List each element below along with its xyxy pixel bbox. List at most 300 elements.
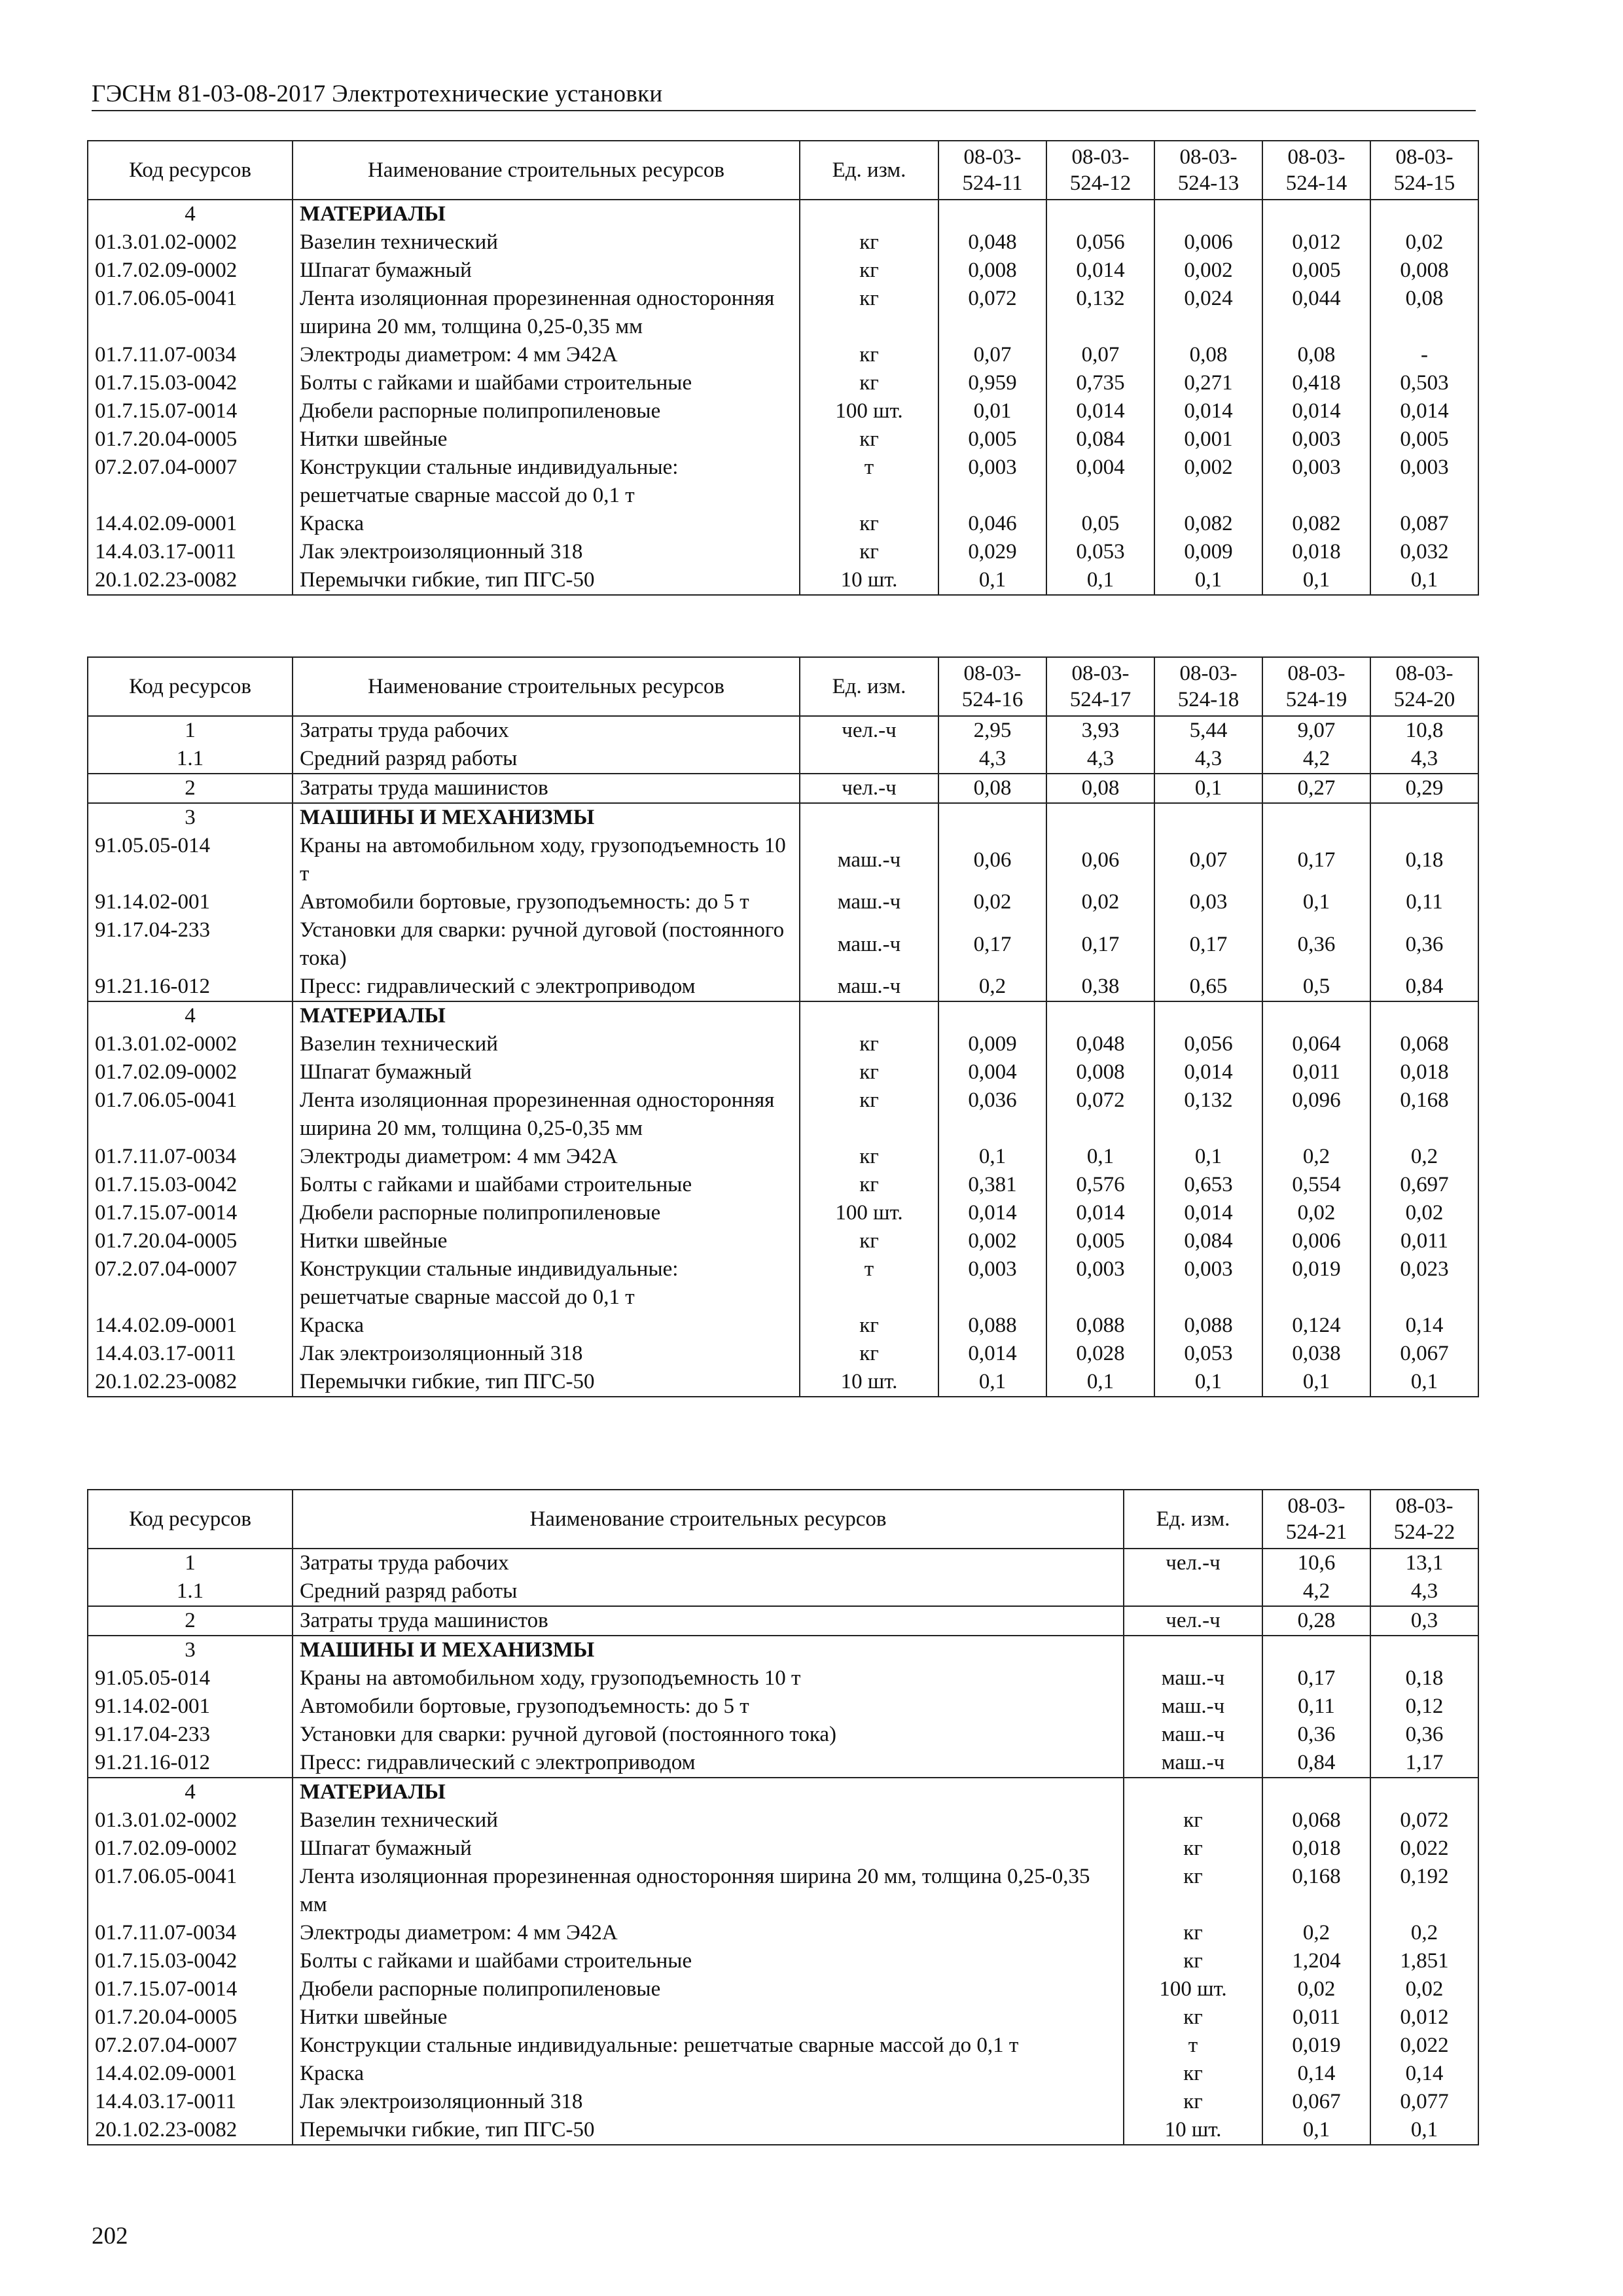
resource-value: 0,048 [938, 228, 1046, 257]
resource-code: 01.7.06.05-0041 [88, 1086, 293, 1143]
resource-value: 1,204 [1262, 1947, 1370, 1975]
resource-value: 0,5 [1262, 973, 1370, 1001]
resource-value: 0,1 [1262, 566, 1370, 595]
table-row [88, 1919, 1478, 1947]
header-norm-code: 08-03- 524-13 [1154, 141, 1262, 200]
resource-value: 1,17 [1370, 1749, 1478, 1778]
resource-value: 0,11 [1370, 888, 1478, 916]
resource-value: 0,008 [1370, 257, 1478, 285]
resource-unit: 100 шт. [800, 397, 938, 425]
resource-code: 14.4.02.09-0001 [88, 2060, 293, 2088]
resource-table-2 [87, 656, 1479, 1397]
resource-code: 01.7.11.07-0034 [88, 1919, 293, 1947]
resource-value [1154, 200, 1262, 228]
header-norm-code: 08-03- 524-17 [1046, 657, 1154, 716]
resource-name: Средний разряд работы [293, 745, 800, 774]
resource-name: Болты с гайками и шайбами строительные [293, 1171, 800, 1199]
resource-name: Средний разряд работы [293, 1577, 1124, 1606]
resource-value: 0,005 [938, 425, 1046, 454]
resource-value: 0,07 [1046, 341, 1154, 369]
resource-value: 0,1 [1154, 1143, 1262, 1171]
table-row [88, 1255, 1478, 1312]
resource-unit: кг [800, 1340, 938, 1368]
table-row [88, 397, 1478, 425]
table-row [88, 1806, 1478, 1835]
resource-name: Лак электроизоляционный 318 [293, 538, 800, 566]
resource-value: 0,068 [1262, 1806, 1370, 1835]
resource-unit: маш.-ч [800, 916, 938, 973]
resource-name: Лак электроизоляционный 318 [293, 2088, 1124, 2116]
table-row [88, 1947, 1478, 1975]
resource-unit: кг [1124, 1806, 1262, 1835]
resource-unit: кг [800, 1227, 938, 1255]
resource-value: 0,17 [1046, 916, 1154, 973]
resource-code: 91.05.05-014 [88, 832, 293, 888]
table-row [88, 1975, 1478, 2003]
resource-unit: маш.-ч [800, 832, 938, 888]
header-name: Наименование строительных ресурсов [293, 1490, 1124, 1549]
table-row [88, 285, 1478, 341]
section-row [88, 200, 1478, 228]
table-row [88, 425, 1478, 454]
resource-code: 14.4.03.17-0011 [88, 2088, 293, 2116]
resource-value: 0,06 [938, 832, 1046, 888]
resource-code: 1 [88, 716, 293, 745]
resource-value: 0,008 [1046, 1058, 1154, 1086]
table-row [88, 1312, 1478, 1340]
resource-unit: чел.-ч [1124, 1606, 1262, 1636]
resource-value: 0,17 [1262, 832, 1370, 888]
resource-value: 0,009 [1154, 538, 1262, 566]
resource-value [1370, 1636, 1478, 1664]
resource-unit: кг [800, 257, 938, 285]
resource-value: 0,014 [938, 1340, 1046, 1368]
resource-unit: кг [800, 425, 938, 454]
resource-code: 20.1.02.23-0082 [88, 1368, 293, 1397]
resource-value: 0,14 [1262, 2060, 1370, 2088]
resource-name: Краны на автомобильном ходу, грузоподъемность 10 т [293, 832, 800, 888]
resource-code: 3 [88, 1636, 293, 1664]
resource-value: 0,038 [1262, 1340, 1370, 1368]
table-row [88, 1143, 1478, 1171]
table-row [88, 916, 1478, 973]
resource-unit: 10 шт. [1124, 2116, 1262, 2145]
resource-name: Установки для сварки: ручной дуговой (постоянного тока) [293, 916, 800, 973]
resource-code: 20.1.02.23-0082 [88, 566, 293, 595]
resource-value: 0,024 [1154, 285, 1262, 341]
resource-name: Краска [293, 1312, 800, 1340]
resource-value: 0,082 [1262, 510, 1370, 538]
resource-value: 0,014 [1046, 1199, 1154, 1227]
header-unit: Ед. изм. [800, 657, 938, 716]
resource-value: 0,2 [1370, 1143, 1478, 1171]
resource-value: 0,048 [1046, 1030, 1154, 1058]
page-number: 202 [92, 2223, 128, 2250]
header-row [88, 657, 1478, 716]
resource-code: 01.7.11.07-0034 [88, 341, 293, 369]
resource-value: 0,08 [938, 774, 1046, 803]
table-row [88, 1693, 1478, 1721]
resource-value: 0,004 [1046, 454, 1154, 510]
resource-value: 0,1 [1262, 2116, 1370, 2145]
resource-code: 1.1 [88, 1577, 293, 1606]
header-norm-code: 08-03- 524-21 [1262, 1490, 1370, 1549]
section-row [88, 774, 1478, 803]
resource-code: 20.1.02.23-0082 [88, 2116, 293, 2145]
resource-unit: 10 шт. [800, 566, 938, 595]
resource-value: 0,005 [1046, 1227, 1154, 1255]
resource-unit: маш.-ч [800, 973, 938, 1001]
resource-unit: кг [800, 1143, 938, 1171]
resource-name: Нитки швейные [293, 2003, 1124, 2032]
resource-name: Вазелин технический [293, 228, 800, 257]
resource-value: 0,02 [1262, 1975, 1370, 2003]
resource-name: Вазелин технический [293, 1030, 800, 1058]
resource-value: 0,018 [1262, 1835, 1370, 1863]
resource-unit: т [800, 454, 938, 510]
resource-value: 0,011 [1370, 1227, 1478, 1255]
resource-value: 0,022 [1370, 1835, 1478, 1863]
resource-value: 0,006 [1154, 228, 1262, 257]
resource-unit: т [1124, 2032, 1262, 2060]
resource-name: Краны на автомобильном ходу, грузоподъемность 10 т [293, 1664, 1124, 1693]
resource-unit: кг [1124, 1919, 1262, 1947]
resource-value: 0,2 [1262, 1143, 1370, 1171]
resource-name: Конструкции стальные индивидуальные: решетчатые сварные массой до 0,1 т [293, 2032, 1124, 2060]
resource-value: 0,1 [938, 566, 1046, 595]
resource-unit: кг [800, 510, 938, 538]
resource-value: 4,2 [1262, 1577, 1370, 1606]
resource-unit: 10 шт. [800, 1368, 938, 1397]
table-row [88, 1030, 1478, 1058]
resource-value: 0,38 [1046, 973, 1154, 1001]
header-norm-code: 08-03- 524-22 [1370, 1490, 1478, 1549]
resource-value: 0,018 [1370, 1058, 1478, 1086]
table-header [88, 657, 1478, 716]
resource-value: 0,36 [1262, 916, 1370, 973]
resource-value: 0,003 [1262, 454, 1370, 510]
resource-value: 0,014 [938, 1199, 1046, 1227]
resource-name: Нитки швейные [293, 425, 800, 454]
resource-value [1370, 1001, 1478, 1030]
resource-value: 0,418 [1262, 369, 1370, 397]
table-row [88, 2060, 1478, 2088]
resource-value: 0,053 [1046, 538, 1154, 566]
resource-code: 07.2.07.04-0007 [88, 1255, 293, 1312]
resource-unit [800, 1001, 938, 1030]
resource-value: 0,053 [1154, 1340, 1262, 1368]
resource-value: 0,077 [1370, 2088, 1478, 2116]
resource-name: МАТЕРИАЛЫ [293, 1001, 800, 1030]
resource-value: 0,003 [1262, 425, 1370, 454]
resource-unit: кг [1124, 2088, 1262, 2116]
table-row [88, 566, 1478, 595]
resource-value: 0,18 [1370, 1664, 1478, 1693]
resource-code: 1 [88, 1549, 293, 1577]
resource-unit: чел.-ч [800, 716, 938, 745]
header-unit: Ед. изм. [800, 141, 938, 200]
resource-value [1154, 1001, 1262, 1030]
resource-code: 4 [88, 1778, 293, 1806]
resource-name: Конструкции стальные индивидуальные: решетчатые сварные массой до 0,1 т [293, 1255, 800, 1312]
resource-value: 0,084 [1154, 1227, 1262, 1255]
resource-value: 0,02 [1262, 1199, 1370, 1227]
resource-value: 0,07 [1154, 832, 1262, 888]
resource-name: Электроды диаметром: 4 мм Э42А [293, 1143, 800, 1171]
resource-name: Болты с гайками и шайбами строительные [293, 1947, 1124, 1975]
resource-name: Дюбели распорные полипропиленовые [293, 1199, 800, 1227]
resource-unit [1124, 1778, 1262, 1806]
table-row [88, 1199, 1478, 1227]
resource-unit: маш.-ч [1124, 1749, 1262, 1778]
resource-unit: кг [800, 1312, 938, 1340]
resource-value: 0,29 [1370, 774, 1478, 803]
resource-value: 0,005 [1370, 425, 1478, 454]
resource-unit: т [800, 1255, 938, 1312]
resource-name: Затраты труда машинистов [293, 774, 800, 803]
resource-value [1046, 1001, 1154, 1030]
table-row [88, 1340, 1478, 1368]
table-row [88, 1721, 1478, 1749]
table-row [88, 538, 1478, 566]
resource-value: 0,011 [1262, 2003, 1370, 2032]
resource-value: 0,132 [1046, 285, 1154, 341]
resource-value: 4,3 [1370, 1577, 1478, 1606]
resource-unit [1124, 1636, 1262, 1664]
resource-table-1 [87, 140, 1479, 596]
resource-unit: кг [800, 341, 938, 369]
resource-value: 0,003 [1370, 454, 1478, 510]
resource-value: 0,014 [1262, 397, 1370, 425]
resource-value: 4,3 [1370, 745, 1478, 774]
resource-code: 01.7.15.07-0014 [88, 397, 293, 425]
resource-code: 01.7.02.09-0002 [88, 257, 293, 285]
resource-value: 0,1 [1370, 566, 1478, 595]
resource-value: 0,006 [1262, 1227, 1370, 1255]
resource-value: 0,554 [1262, 1171, 1370, 1199]
resource-value: 0,028 [1046, 1340, 1154, 1368]
resource-value: 4,3 [1154, 745, 1262, 774]
resource-unit [800, 200, 938, 228]
resource-value: 0,3 [1370, 1606, 1478, 1636]
table-row [88, 1749, 1478, 1778]
resource-value: 0,008 [938, 257, 1046, 285]
resource-name: Лента изоляционная прорезиненная односторонняя ширина 20 мм, толщина 0,25-0,35 мм [293, 1863, 1124, 1919]
table-row [88, 973, 1478, 1001]
resource-name: Нитки швейные [293, 1227, 800, 1255]
resource-unit: кг [800, 285, 938, 341]
resource-value: 0,02 [938, 888, 1046, 916]
resource-unit: кг [800, 1086, 938, 1143]
resource-value: 0,697 [1370, 1171, 1478, 1199]
resource-code: 01.7.20.04-0005 [88, 2003, 293, 2032]
resource-value: 9,07 [1262, 716, 1370, 745]
header-norm-code: 08-03- 524-20 [1370, 657, 1478, 716]
resource-code: 14.4.03.17-0011 [88, 1340, 293, 1368]
resource-value: 0,124 [1262, 1312, 1370, 1340]
resource-value: 1,851 [1370, 1947, 1478, 1975]
resource-value: 0,023 [1370, 1255, 1478, 1312]
resource-value: 0,2 [1370, 1919, 1478, 1947]
resource-code: 01.7.15.07-0014 [88, 1975, 293, 2003]
resource-value: 0,1 [1370, 1368, 1478, 1397]
resource-value: 0,02 [1370, 1975, 1478, 2003]
resource-value: 0,072 [1370, 1806, 1478, 1835]
resource-value: 0,576 [1046, 1171, 1154, 1199]
resource-value: 0,1 [938, 1143, 1046, 1171]
resource-value: 0,036 [938, 1086, 1046, 1143]
resource-value: 0,1 [1154, 774, 1262, 803]
table-row [88, 510, 1478, 538]
resource-unit: чел.-ч [1124, 1549, 1262, 1577]
resource-value [1262, 1778, 1370, 1806]
resource-value [1370, 200, 1478, 228]
resource-value: 0,011 [1262, 1058, 1370, 1086]
resource-value: 0,132 [1154, 1086, 1262, 1143]
resource-value: 0,019 [1262, 2032, 1370, 2060]
resource-value: 0,064 [1262, 1030, 1370, 1058]
resource-value: 3,93 [1046, 716, 1154, 745]
table-row [88, 832, 1478, 888]
resource-value: 0,192 [1370, 1863, 1478, 1919]
header-name: Наименование строительных ресурсов [293, 141, 800, 200]
table-body [88, 716, 1478, 1397]
resource-value [1370, 803, 1478, 832]
resource-value: 0,27 [1262, 774, 1370, 803]
resource-code: 01.3.01.02-0002 [88, 228, 293, 257]
resource-name: Лак электроизоляционный 318 [293, 1340, 800, 1368]
resource-name: Шпагат бумажный [293, 1835, 1124, 1863]
resource-unit: 100 шт. [800, 1199, 938, 1227]
resource-value: 0,12 [1370, 1693, 1478, 1721]
resource-code: 91.14.02-001 [88, 888, 293, 916]
resource-value: 0,01 [938, 397, 1046, 425]
resource-value: 0,08 [1046, 774, 1154, 803]
resource-value [938, 200, 1046, 228]
resource-code: 07.2.07.04-0007 [88, 2032, 293, 2060]
resource-unit: кг [1124, 2060, 1262, 2088]
resource-code: 1.1 [88, 745, 293, 774]
section-row [88, 1001, 1478, 1030]
resource-value: 0,072 [1046, 1086, 1154, 1143]
resource-value: 0,032 [1370, 538, 1478, 566]
resource-code: 01.7.15.03-0042 [88, 1947, 293, 1975]
resource-value: 0,168 [1262, 1863, 1370, 1919]
resource-value: 0,503 [1370, 369, 1478, 397]
resource-code: 01.3.01.02-0002 [88, 1030, 293, 1058]
resource-value: 0,17 [938, 916, 1046, 973]
resource-value: 0,17 [1262, 1664, 1370, 1693]
resource-value: 2,95 [938, 716, 1046, 745]
resource-value [938, 803, 1046, 832]
resource-name: Шпагат бумажный [293, 1058, 800, 1086]
resource-code: 14.4.03.17-0011 [88, 538, 293, 566]
resource-value: 0,088 [1154, 1312, 1262, 1340]
resource-name: Затраты труда машинистов [293, 1606, 1124, 1636]
resource-value: 0,002 [1154, 454, 1262, 510]
resource-name: Пресс: гидравлический с электроприводом [293, 973, 800, 1001]
resource-code: 4 [88, 200, 293, 228]
resource-code: 01.7.20.04-0005 [88, 1227, 293, 1255]
resource-value [938, 1001, 1046, 1030]
resource-code: 2 [88, 774, 293, 803]
resource-name: Краска [293, 510, 800, 538]
resource-value: 0,012 [1370, 2003, 1478, 2032]
section-row [88, 803, 1478, 832]
table-row [88, 1227, 1478, 1255]
resource-name: МАТЕРИАЛЫ [293, 200, 800, 228]
resource-code: 01.7.11.07-0034 [88, 1143, 293, 1171]
resource-value: 0,1 [1370, 2116, 1478, 2145]
header-norm-code: 08-03- 524-12 [1046, 141, 1154, 200]
table-row [88, 1058, 1478, 1086]
resource-unit [800, 803, 938, 832]
resource-value: 0,168 [1370, 1086, 1478, 1143]
resource-value: 0,84 [1262, 1749, 1370, 1778]
resource-value: 0,044 [1262, 285, 1370, 341]
resource-value: 0,07 [938, 341, 1046, 369]
resource-value: 0,653 [1154, 1171, 1262, 1199]
resource-name: Перемычки гибкие, тип ПГС-50 [293, 566, 800, 595]
resource-value: 10,6 [1262, 1549, 1370, 1577]
resource-unit: кг [800, 538, 938, 566]
resource-code: 01.7.02.09-0002 [88, 1835, 293, 1863]
resource-unit: кг [1124, 1863, 1262, 1919]
resource-value [1370, 1778, 1478, 1806]
resource-name: Пресс: гидравлический с электроприводом [293, 1749, 1124, 1778]
resource-code: 91.17.04-233 [88, 1721, 293, 1749]
resource-name: Лента изоляционная прорезиненная односторонняя ширина 20 мм, толщина 0,25-0,35 мм [293, 1086, 800, 1143]
resource-value: 0,067 [1370, 1340, 1478, 1368]
resource-unit: кг [800, 228, 938, 257]
table-row [88, 1664, 1478, 1693]
resource-value: 0,009 [938, 1030, 1046, 1058]
resource-value: 0,1 [1154, 566, 1262, 595]
header-code: Код ресурсов [88, 1490, 293, 1549]
resource-unit [1124, 1577, 1262, 1606]
resource-value: 0,096 [1262, 1086, 1370, 1143]
resource-value: 0,1 [1046, 1143, 1154, 1171]
resource-value: 0,381 [938, 1171, 1046, 1199]
resource-code: 14.4.02.09-0001 [88, 510, 293, 538]
resource-value: 0,004 [938, 1058, 1046, 1086]
resource-unit: маш.-ч [1124, 1693, 1262, 1721]
table-row [88, 2032, 1478, 2060]
resource-value: 5,44 [1154, 716, 1262, 745]
header-code: Код ресурсов [88, 657, 293, 716]
resource-value: 0,005 [1262, 257, 1370, 285]
resource-name: Электроды диаметром: 4 мм Э42А [293, 1919, 1124, 1947]
header-norm-code: 08-03- 524-19 [1262, 657, 1370, 716]
resource-value: 0,018 [1262, 538, 1370, 566]
table-row [88, 888, 1478, 916]
resource-value: 0,36 [1262, 1721, 1370, 1749]
resource-value: 0,08 [1154, 341, 1262, 369]
resource-value: 0,14 [1370, 2060, 1478, 2088]
resource-code: 91.05.05-014 [88, 1664, 293, 1693]
table-row [88, 257, 1478, 285]
resource-code: 01.7.06.05-0041 [88, 1863, 293, 1919]
table-row [88, 1368, 1478, 1397]
resource-value: 0,1 [1154, 1368, 1262, 1397]
header-norm-code: 08-03- 524-15 [1370, 141, 1478, 200]
header-unit: Ед. изм. [1124, 1490, 1262, 1549]
resource-name: МАШИНЫ И МЕХАНИЗМЫ [293, 803, 800, 832]
resource-code: 01.7.15.03-0042 [88, 369, 293, 397]
table-row [88, 2003, 1478, 2032]
resource-value: 0,08 [1262, 341, 1370, 369]
header-row [88, 1490, 1478, 1549]
